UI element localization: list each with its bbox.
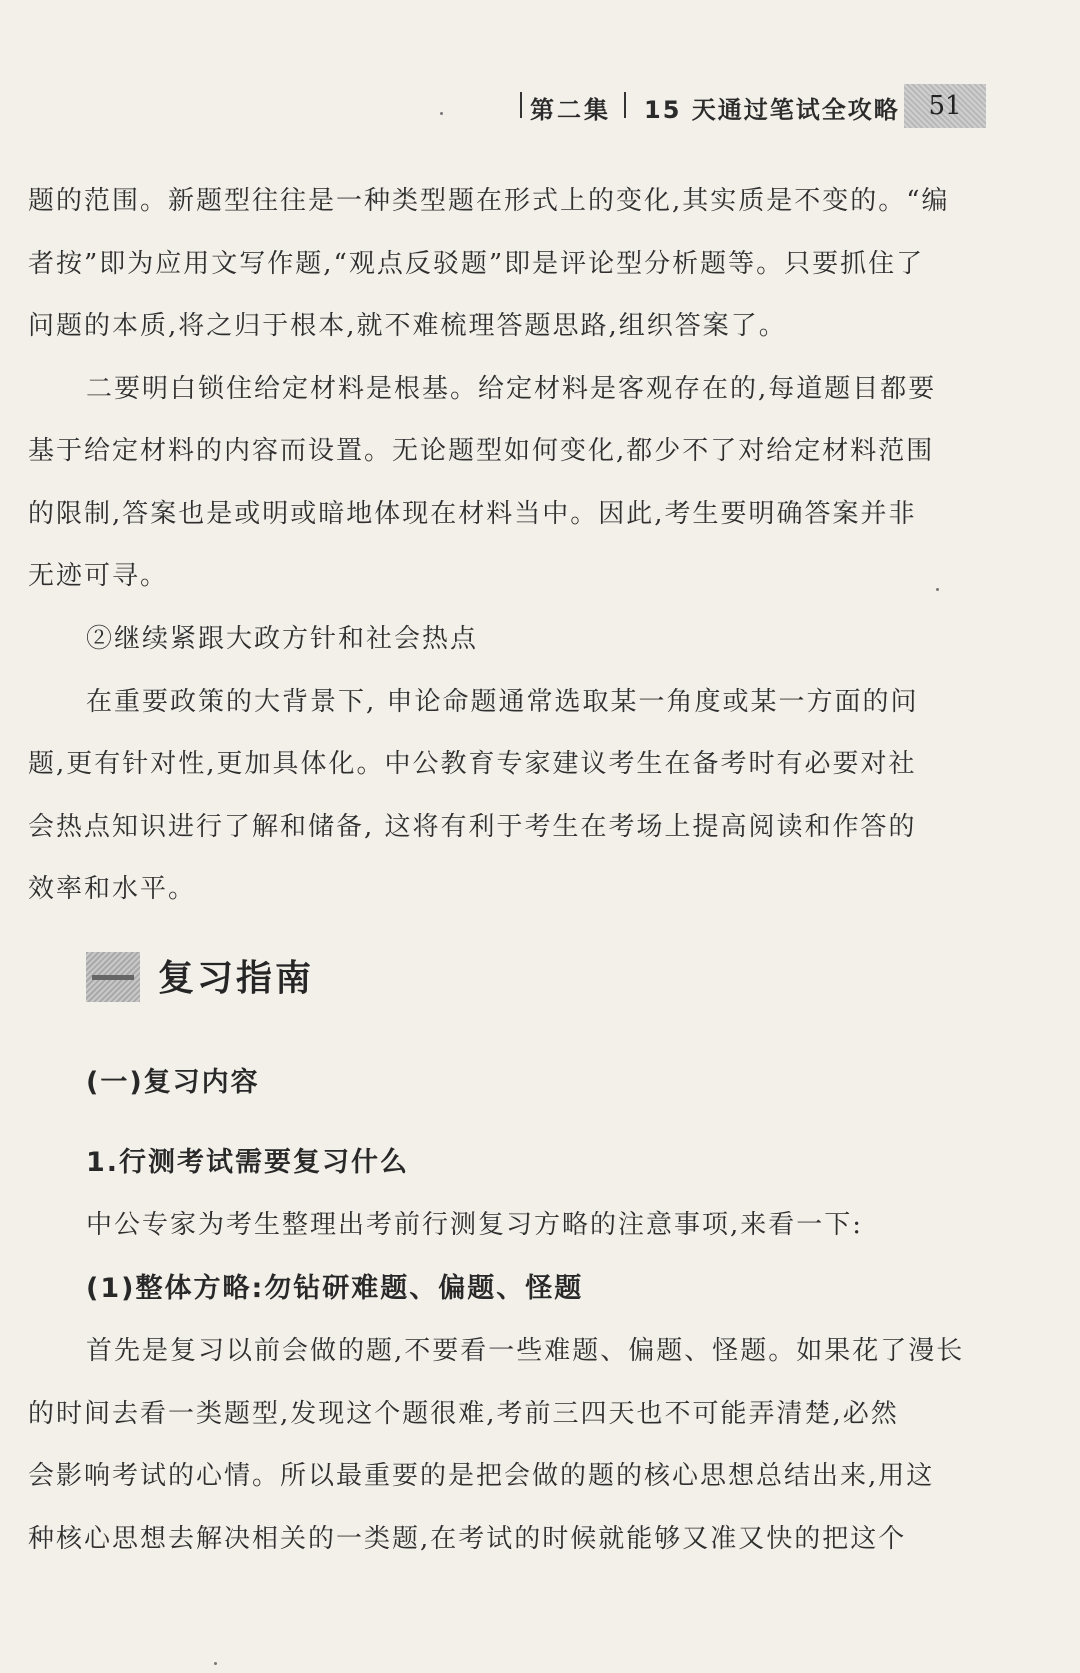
text-line: 中公专家为考生整理出考前行测复习方略的注意事项,来看一下: (86, 1210, 864, 1240)
scan-speck (936, 588, 939, 591)
text-line: 在重要政策的大背景下, 申论命题通常选取某一角度或某一方面的问 (86, 687, 919, 717)
section-number-badge (86, 952, 140, 1002)
text-line: 题,更有针对性,更加具体化。中公教育专家建议考生在备考时有必要对社 (28, 749, 917, 779)
text-line: 基于给定材料的内容而设置。无论题型如何变化,都少不了对给定材料范围 (28, 436, 935, 466)
section-heading (86, 948, 486, 1006)
subsection-heading: 1.行测考试需要复习什么 (86, 1147, 410, 1178)
text-line: 二要明白锁住给定材料是根基。给定材料是客观存在的,每道题目都要 (86, 374, 937, 404)
text-line: 的限制,答案也是或明或暗地体现在材料当中。因此,考生要明确答案并非 (28, 499, 917, 529)
scan-speck (440, 112, 443, 115)
section-title: 复习指南 (158, 958, 315, 999)
text-line: 者按”即为应用文写作题,“观点反驳题”即是评论型分析题等。只要抓住了 (28, 249, 925, 279)
subsection-heading: (一)复习内容 (86, 1067, 260, 1098)
header-separator (520, 92, 522, 118)
text-line: 题的范围。新题型往往是一种类型题在形式上的变化,其实质是不变的。“编 (28, 186, 950, 216)
running-header (520, 84, 990, 136)
subsection-heading: (1)整体方略:勿钻研难题、偏题、怪题 (86, 1273, 584, 1304)
text-line: 无迹可寻。 (28, 561, 169, 591)
book-title: 15 天通过笔试全攻略 (644, 96, 900, 124)
text-line: 种核心思想去解决相关的一类题,在考试的时候就能够又准又快的把这个 (28, 1524, 907, 1554)
point-heading: ②继续紧跟大政方针和社会热点 (86, 624, 479, 654)
series-label: 第二集 (530, 96, 611, 124)
text-line: 会热点知识进行了解和储备, 这将有利于考生在考场上提高阅读和作答的 (28, 812, 917, 842)
text-line: 会影响考试的心情。所以最重要的是把会做的题的核心思想总结出来,用这 (28, 1461, 935, 1491)
scan-speck (214, 1662, 217, 1665)
text-line: 问题的本质,将之归于根本,就不难梳理答题思路,组织答案了。 (28, 311, 787, 341)
header-separator (624, 92, 626, 118)
text-line: 效率和水平。 (28, 874, 197, 904)
text-line: 的时间去看一类题型,发现这个题很难,考前三四天也不可能弄清楚,必然 (28, 1399, 899, 1429)
text-line: 首先是复习以前会做的题,不要看一些难题、偏题、怪题。如果花了漫长 (86, 1336, 965, 1366)
page-number: 51 (904, 84, 986, 128)
